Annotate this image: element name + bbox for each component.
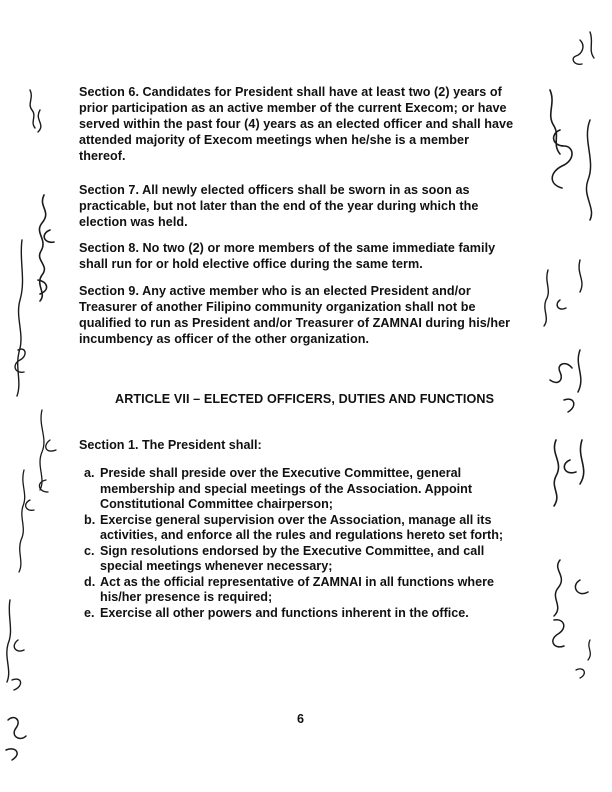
list-item (80, 575, 520, 606)
list-item-text: Exercise general supervision over the Association, manage all its activities, and enforce all the rules and regulations hereto set forth; (100, 512, 504, 542)
list-item (80, 466, 520, 513)
list-marker: b. (84, 512, 96, 527)
page-number: 6 (297, 712, 305, 726)
left-margin-signatures (0, 80, 80, 780)
article-heading: ARTICLE VII – ELECTED OFFICERS, DUTIES AND FUNCTIONS (115, 392, 495, 406)
list-marker: a. (84, 466, 95, 480)
list-item (80, 544, 520, 575)
section-7-paragraph: Section 7. All newly elected officers shall be sworn in as soon as practicable, but not later than the end of the year during which the election was held. (79, 183, 479, 229)
right-margin-signatures (520, 20, 612, 720)
list-item-text: Preside shall preside over the Executive Committee, general membership and special meetings of the Association. Appoint Constitutional Committee chairperson; (100, 466, 473, 511)
president-duties-list (80, 466, 520, 621)
list-marker: d. (84, 574, 96, 589)
list-item (80, 513, 520, 544)
list-item-text: Exercise all other powers and functions inherent in the office. (100, 605, 469, 620)
list-item-text: Act as the official representative of ZAMNAI in all functions where his/her presence is required; (100, 574, 494, 604)
list-item-text: Sign resolutions endorsed by the Executive Committee, and call special meetings whenever necessary; (100, 543, 485, 573)
section-1-intro: Section 1. The President shall: (79, 438, 262, 452)
list-marker: e. (84, 605, 95, 620)
section-9-paragraph: Section 9. Any active member who is an elected President and/or Treasurer of another Filipino community organization shall not be qualified to run as President and/or Treasurer of ZAMNAI during his/her incumbency as officer of the other organization. (79, 284, 511, 346)
list-item (80, 606, 520, 622)
section-6-paragraph: Section 6. Candidates for President shall have at least two (2) years of prior participation as an active member of the current Execom; or have served within the past four (4) years as an elected officer and shall have attended majority of Execom meetings when he/she is a member thereof. (79, 85, 514, 163)
section-8-paragraph: Section 8. No two (2) or more members of the same immediate family shall run for or hold elective office during the same term. (79, 241, 496, 271)
list-marker: c. (84, 543, 95, 558)
